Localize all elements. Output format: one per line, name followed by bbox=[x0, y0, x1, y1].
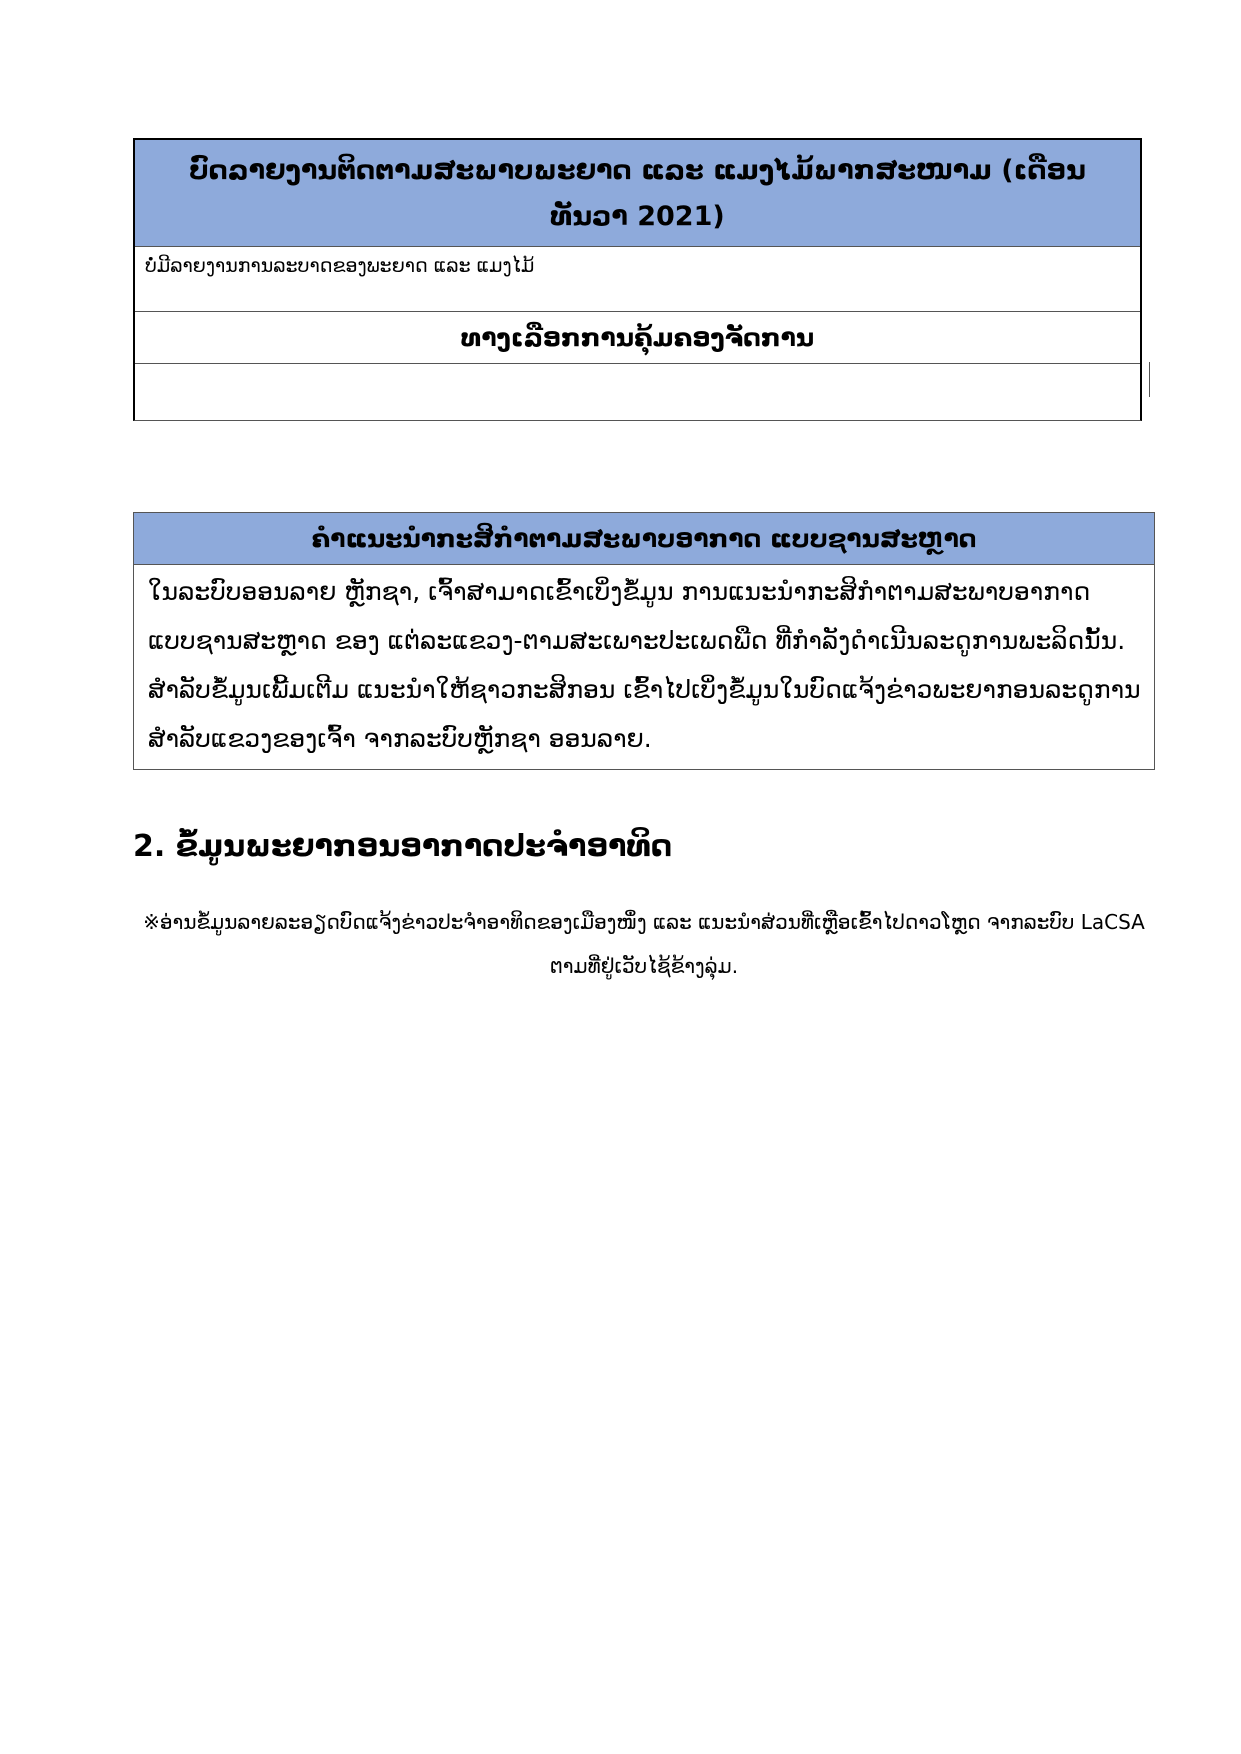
section-2-heading: 2. ຂໍ້ມູນພະຍາກອນອາກາດປະຈຳອາທິດ bbox=[133, 829, 673, 864]
climate-smart-advice-table bbox=[133, 512, 1155, 770]
management-options-cell bbox=[135, 364, 1140, 420]
advice-paragraph-1: ໃນລະບົບອອນລາຍ ຫຼັກຊາ, ເຈົ້າສາມາດເຂົ້າເບິ່ງຂໍ້ມູນ ການແນະນຳກະສິກຳຕາມສະພາບອາກາດ ແບບຊານສະຫຼາດ ຂອງ ແຕ່ລະແຂວງ-ຕາມສະເພາະປະເພດພືດ ທີ່ກຳລັງດຳເນີນລະດູການພະລິດນັ້ນ. bbox=[148, 577, 1126, 655]
pest-report-title: ບົດລາຍງານຕິດຕາມສະພາບພະຍາດ ແລະ ແມງໄມ້ພາກສະໜາມ (ເດືອນ ທັນວາ 2021) bbox=[135, 140, 1140, 247]
pest-report-text: ບໍ່ມີລາຍງານການລະບາດຂອງພະຍາດ ແລະ ແມງໄມ້ bbox=[135, 247, 1140, 312]
management-options-header: ທາງເລືອກການຄຸ້ມຄອງຈັດການ bbox=[135, 312, 1140, 364]
climate-smart-advice-header: ຄຳແນະນຳກະສິກຳຕາມສະພາບອາກາດ ແບບຊານສະຫຼາດ bbox=[134, 513, 1154, 565]
table-border-fragment bbox=[1149, 362, 1150, 397]
advice-paragraph-2: ສຳລັບຂໍ້ມູນເພີ້ມເຕີມ ແນະນຳໃຫ້ຊາວກະສິກອນ ເຂົ້າໄປເບິ່ງຂໍ້ມູນໃນບົດແຈ້ງຂ່າວພະຍາກອນລະດູການ ສຳລັບແຂວງຂອງເຈົ້າ ຈາກລະບົບຫຼັກຊາ ອອນລາຍ. bbox=[148, 675, 1141, 753]
pest-report-table bbox=[133, 138, 1142, 421]
climate-smart-advice-body bbox=[134, 565, 1154, 769]
section-2-note: ※ອ່ານຂໍ້ມູນລາຍລະອຽດບົດແຈ້ງຂ່າວປະຈຳອາທິດຂອງເມືອງໜຶ່ງ ແລະ ແນະນຳສ່ວນທີ່ເຫຼືອເຂົ້າໄປດາວໂຫຼດ ຈາກລະບົບ LaCSA ຕາມທີ່ຢູ່ເວັບໄຊ້ຂ້າງລຸ່ມ. bbox=[143, 910, 1145, 978]
